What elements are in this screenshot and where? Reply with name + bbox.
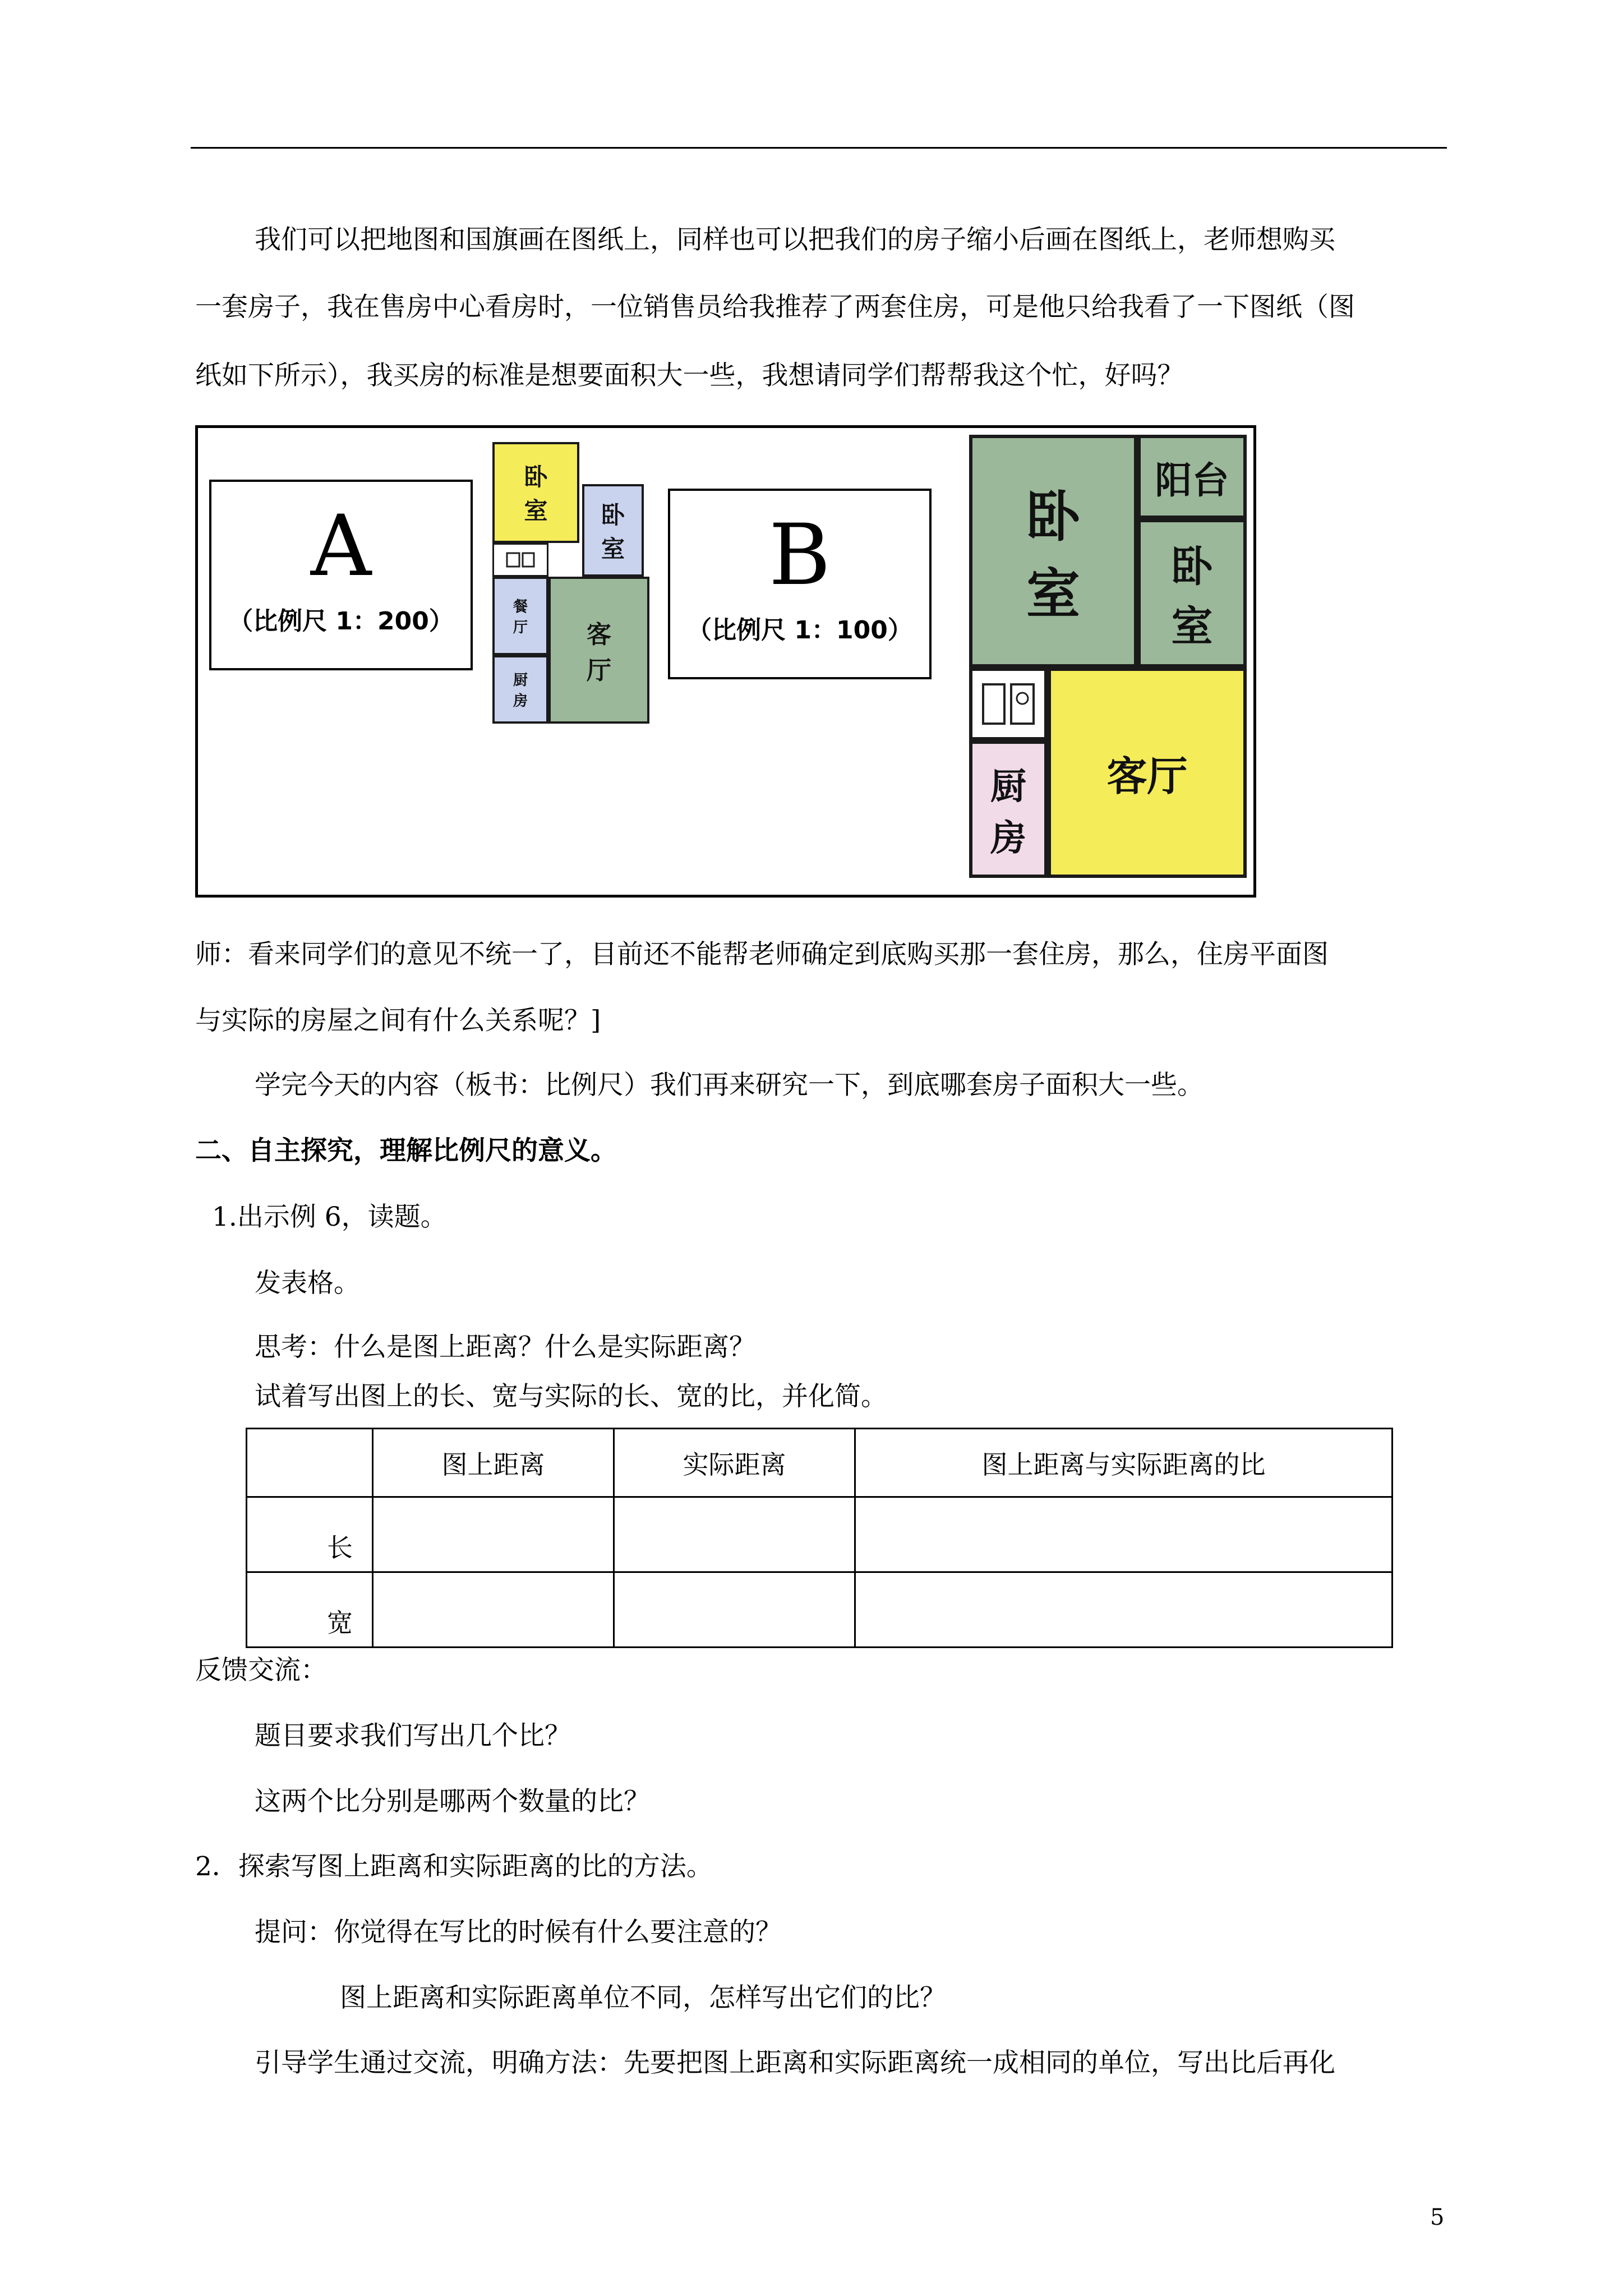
table-cell[interactable]: [855, 1497, 1393, 1572]
plan-a-kitchen-char-2: 房: [513, 693, 528, 710]
try-write-text: 试着写出图上的长、宽与实际的长、宽的比，并化简。: [255, 1381, 887, 1412]
plan-b-living-room: [1048, 668, 1247, 878]
plan-a-living-char-1: 客: [587, 620, 611, 649]
plan-b-balcony: [1137, 435, 1247, 519]
bathroom-fixture-icon: [504, 549, 537, 571]
table-cell[interactable]: [614, 1497, 855, 1572]
plan-b-bedroom-large-char-2: 室: [1026, 562, 1080, 625]
hand-out-text: 发表格。: [255, 1268, 360, 1299]
ratio-table: [246, 1428, 1393, 1648]
plan-b-letter: B: [768, 507, 831, 604]
plan-b-scale: （比例尺 1：100）: [687, 616, 912, 645]
plan-a-bedroom-2-char-2: 室: [601, 535, 625, 563]
paragraph-intro-1: 我们可以把地图和国旗画在图纸上，同样也可以把我们的房子缩小后画在图纸上，老师想购买: [255, 224, 1335, 255]
table-header-cell: 实际距离: [614, 1429, 855, 1497]
paragraph-intro-3: 纸如下所示），我买房的标准是想要面积大一些，我想请同学们帮帮我这个忙，好吗？: [195, 360, 1184, 391]
plan-b-kitchen-char-1: 厨: [990, 766, 1026, 808]
plan-a-bedroom-2: [582, 484, 644, 577]
plan-a-bedroom-2-char-1: 卧: [601, 501, 625, 529]
plan-b-floorplan: [969, 435, 1247, 878]
plan-b-bedroom-small-char-2: 室: [1171, 602, 1213, 651]
table-row: [247, 1572, 1393, 1648]
plan-a-kitchen-char-1: 厨: [513, 672, 528, 689]
table-row: [247, 1497, 1393, 1572]
paragraph-intro-2: 一套房子，我在售房中心看房时，一位销售员给我推荐了两套住房，可是他只给我看了一下图纸（图: [195, 292, 1355, 323]
plan-b-bedroom-small-char-1: 卧: [1171, 542, 1213, 591]
question-1: 题目要求我们写出几个比？: [255, 1720, 571, 1751]
feedback-text: 反馈交流：: [195, 1655, 327, 1686]
plan-b-kitchen: [969, 740, 1048, 878]
table-header-cell: 图上距离: [373, 1429, 614, 1497]
plan-a-dining-char-2: 厅: [513, 619, 528, 636]
table-header-cell: [247, 1429, 373, 1497]
plan-b-label: [668, 489, 932, 679]
table-cell[interactable]: [855, 1572, 1393, 1648]
row-label-width: 宽: [247, 1572, 373, 1648]
section-heading-2: 二、自主探究，理解比例尺的意义。: [195, 1135, 617, 1166]
paragraph-teacher-2: 与实际的房屋之间有什么关系呢？]: [195, 1005, 601, 1036]
table-cell[interactable]: [614, 1572, 855, 1648]
think-text: 思考：什么是图上距离？什么是实际距离？: [255, 1332, 755, 1363]
plan-a-kitchen: [492, 655, 548, 724]
plan-b-kitchen-char-2: 房: [990, 817, 1026, 859]
plan-a-dining-char-1: 餐: [513, 599, 528, 615]
paragraph-teacher-1: 师：看来同学们的意见不统一了，目前还不能帮老师确定到底购买那一套住房，那么，住房平面图: [195, 939, 1329, 970]
plan-b-bathroom: [969, 668, 1048, 740]
question-2: 这两个比分别是哪两个数量的比？: [255, 1786, 650, 1817]
plan-a-bathroom: [492, 543, 548, 577]
page-number: 5: [1430, 2205, 1445, 2230]
item-1: 1.出示例 6，读题。: [212, 1202, 447, 1232]
guide-text: 引导学生通过交流，明确方法：先要把图上距离和实际距离统一成相同的单位，写出比后再化: [255, 2047, 1335, 2078]
plan-a-dining-room: [492, 577, 548, 655]
table-header-cell: 图上距离与实际距离的比: [855, 1429, 1393, 1497]
floor-plan-figure: [195, 425, 1256, 898]
plan-a-floorplan: [492, 442, 652, 724]
plan-b-bedroom-large: [969, 435, 1137, 668]
ask-text: 提问：你觉得在写比的时候有什么要注意的？: [255, 1917, 782, 1948]
plan-a-living-char-2: 厅: [587, 656, 611, 685]
plan-a-bedroom-1: [492, 442, 579, 543]
plan-a-scale: （比例尺 1：200）: [228, 607, 454, 636]
paragraph-after-learn: 学完今天的内容（板书：比例尺）我们再来研究一下，到底哪套房子面积大一些。: [255, 1070, 1204, 1101]
table-header-row: [247, 1429, 1393, 1497]
plan-a-bedroom-1-char-2: 室: [524, 497, 548, 524]
ask-text-2: 图上距离和实际距离单位不同，怎样写出它们的比？: [340, 1982, 946, 2013]
item-2: 2．探索写图上距离和实际距离的比的方法。: [195, 1851, 713, 1882]
bathroom-fixture-icon: [978, 676, 1039, 732]
plan-a-letter: A: [310, 498, 372, 595]
plan-a-label: [209, 480, 473, 670]
plan-b-bedroom-small: [1137, 519, 1247, 668]
header-rule: [191, 147, 1447, 149]
plan-b-bedroom-large-char-1: 卧: [1026, 485, 1080, 549]
plan-a-bedroom-1-char-1: 卧: [524, 463, 548, 491]
plan-b-living-label: 客厅: [1106, 752, 1188, 800]
table-cell[interactable]: [373, 1572, 614, 1648]
plan-b-balcony-label: 阳台: [1155, 458, 1229, 502]
plan-a-living-room: [548, 577, 649, 724]
row-label-length: 长: [247, 1497, 373, 1572]
table-cell[interactable]: [373, 1497, 614, 1572]
